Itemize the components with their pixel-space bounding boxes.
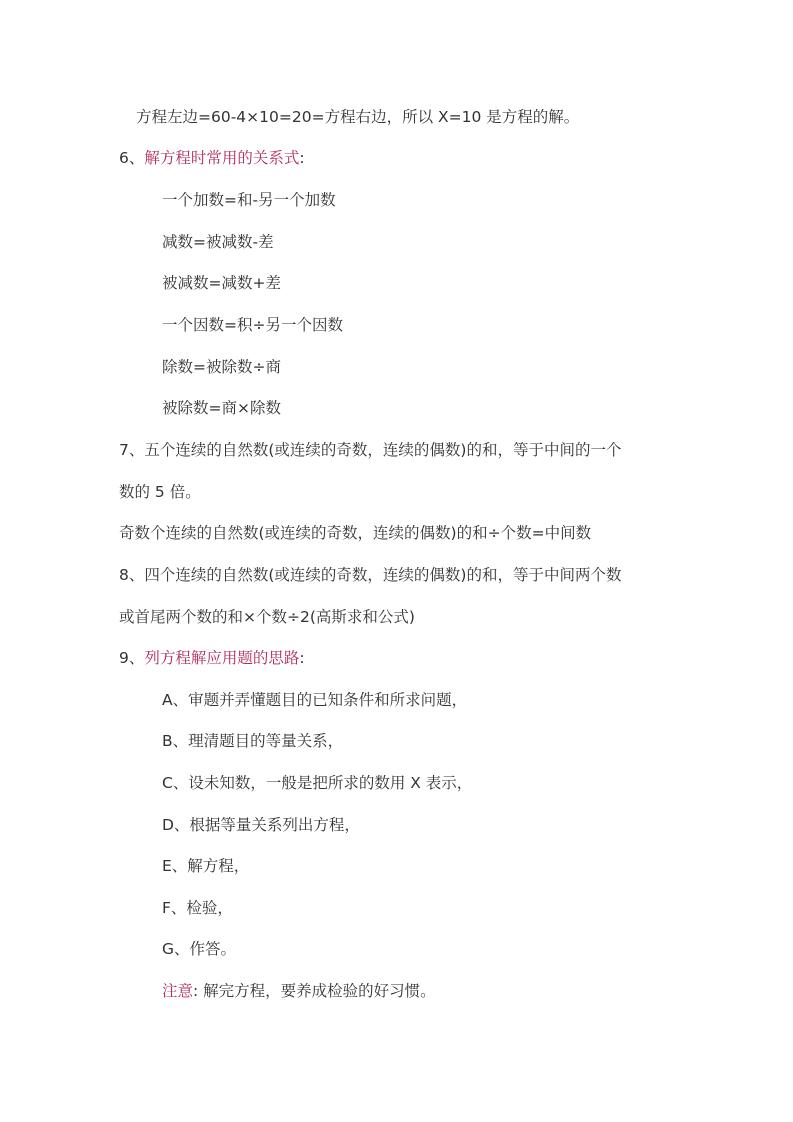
step-item-b: B、理清题目的等量关系，	[162, 732, 344, 750]
step-item-c: C、设未知数，一般是把所求的数用 X 表示，	[162, 774, 473, 792]
relation-item: 除数=被除数÷商	[162, 358, 281, 376]
section-number: 6、	[119, 149, 145, 167]
odd-consecutive-formula: 奇数个连续的自然数(或连续的奇数，连续的偶数)的和÷个数=中间数	[119, 524, 592, 542]
step-item-a: A、审题并弄懂题目的已知条件和所求问题，	[162, 691, 468, 709]
section-title: 列方程解应用题的思路	[144, 649, 300, 667]
relation-item: 一个因数=积÷另一个因数	[162, 316, 343, 334]
step-item-d: D、根据等量关系列出方程，	[162, 816, 360, 834]
step-item-g: G、作答。	[162, 940, 237, 958]
note-line	[162, 970, 436, 1012]
heading-colon: :	[299, 649, 305, 667]
section-6-heading	[119, 137, 305, 179]
equation-check-line: 方程左边=60-4×10=20=方程右边，所以 X=10 是方程的解。	[136, 108, 580, 126]
section-title: 解方程时常用的关系式	[144, 149, 300, 167]
relation-item: 一个加数=和-另一个加数	[162, 191, 336, 209]
section-7-paragraph: 7、五个连续的自然数(或连续的奇数，连续的偶数)的和，等于中间的一个	[119, 441, 622, 459]
section-number: 9、	[119, 649, 145, 667]
relation-item: 减数=被减数-差	[162, 233, 274, 251]
section-8-paragraph: 8、四个连续的自然数(或连续的奇数，连续的偶数)的和，等于中间两个数	[119, 566, 622, 584]
relation-item: 被减数=减数+差	[162, 274, 281, 292]
note-text: : 解完方程，要养成检验的好习惯。	[193, 982, 436, 1000]
step-item-e: E、解方程，	[162, 857, 250, 875]
step-item-f: F、检验，	[162, 899, 233, 917]
section-7-paragraph-cont: 数的 5 倍。	[119, 483, 201, 501]
section-8-paragraph-cont: 或首尾两个数的和×个数÷2(高斯求和公式)	[119, 608, 415, 626]
section-9-heading	[119, 637, 305, 679]
heading-colon: :	[299, 149, 305, 167]
relation-item: 被除数=商×除数	[162, 399, 281, 417]
note-label: 注意	[162, 982, 194, 1000]
